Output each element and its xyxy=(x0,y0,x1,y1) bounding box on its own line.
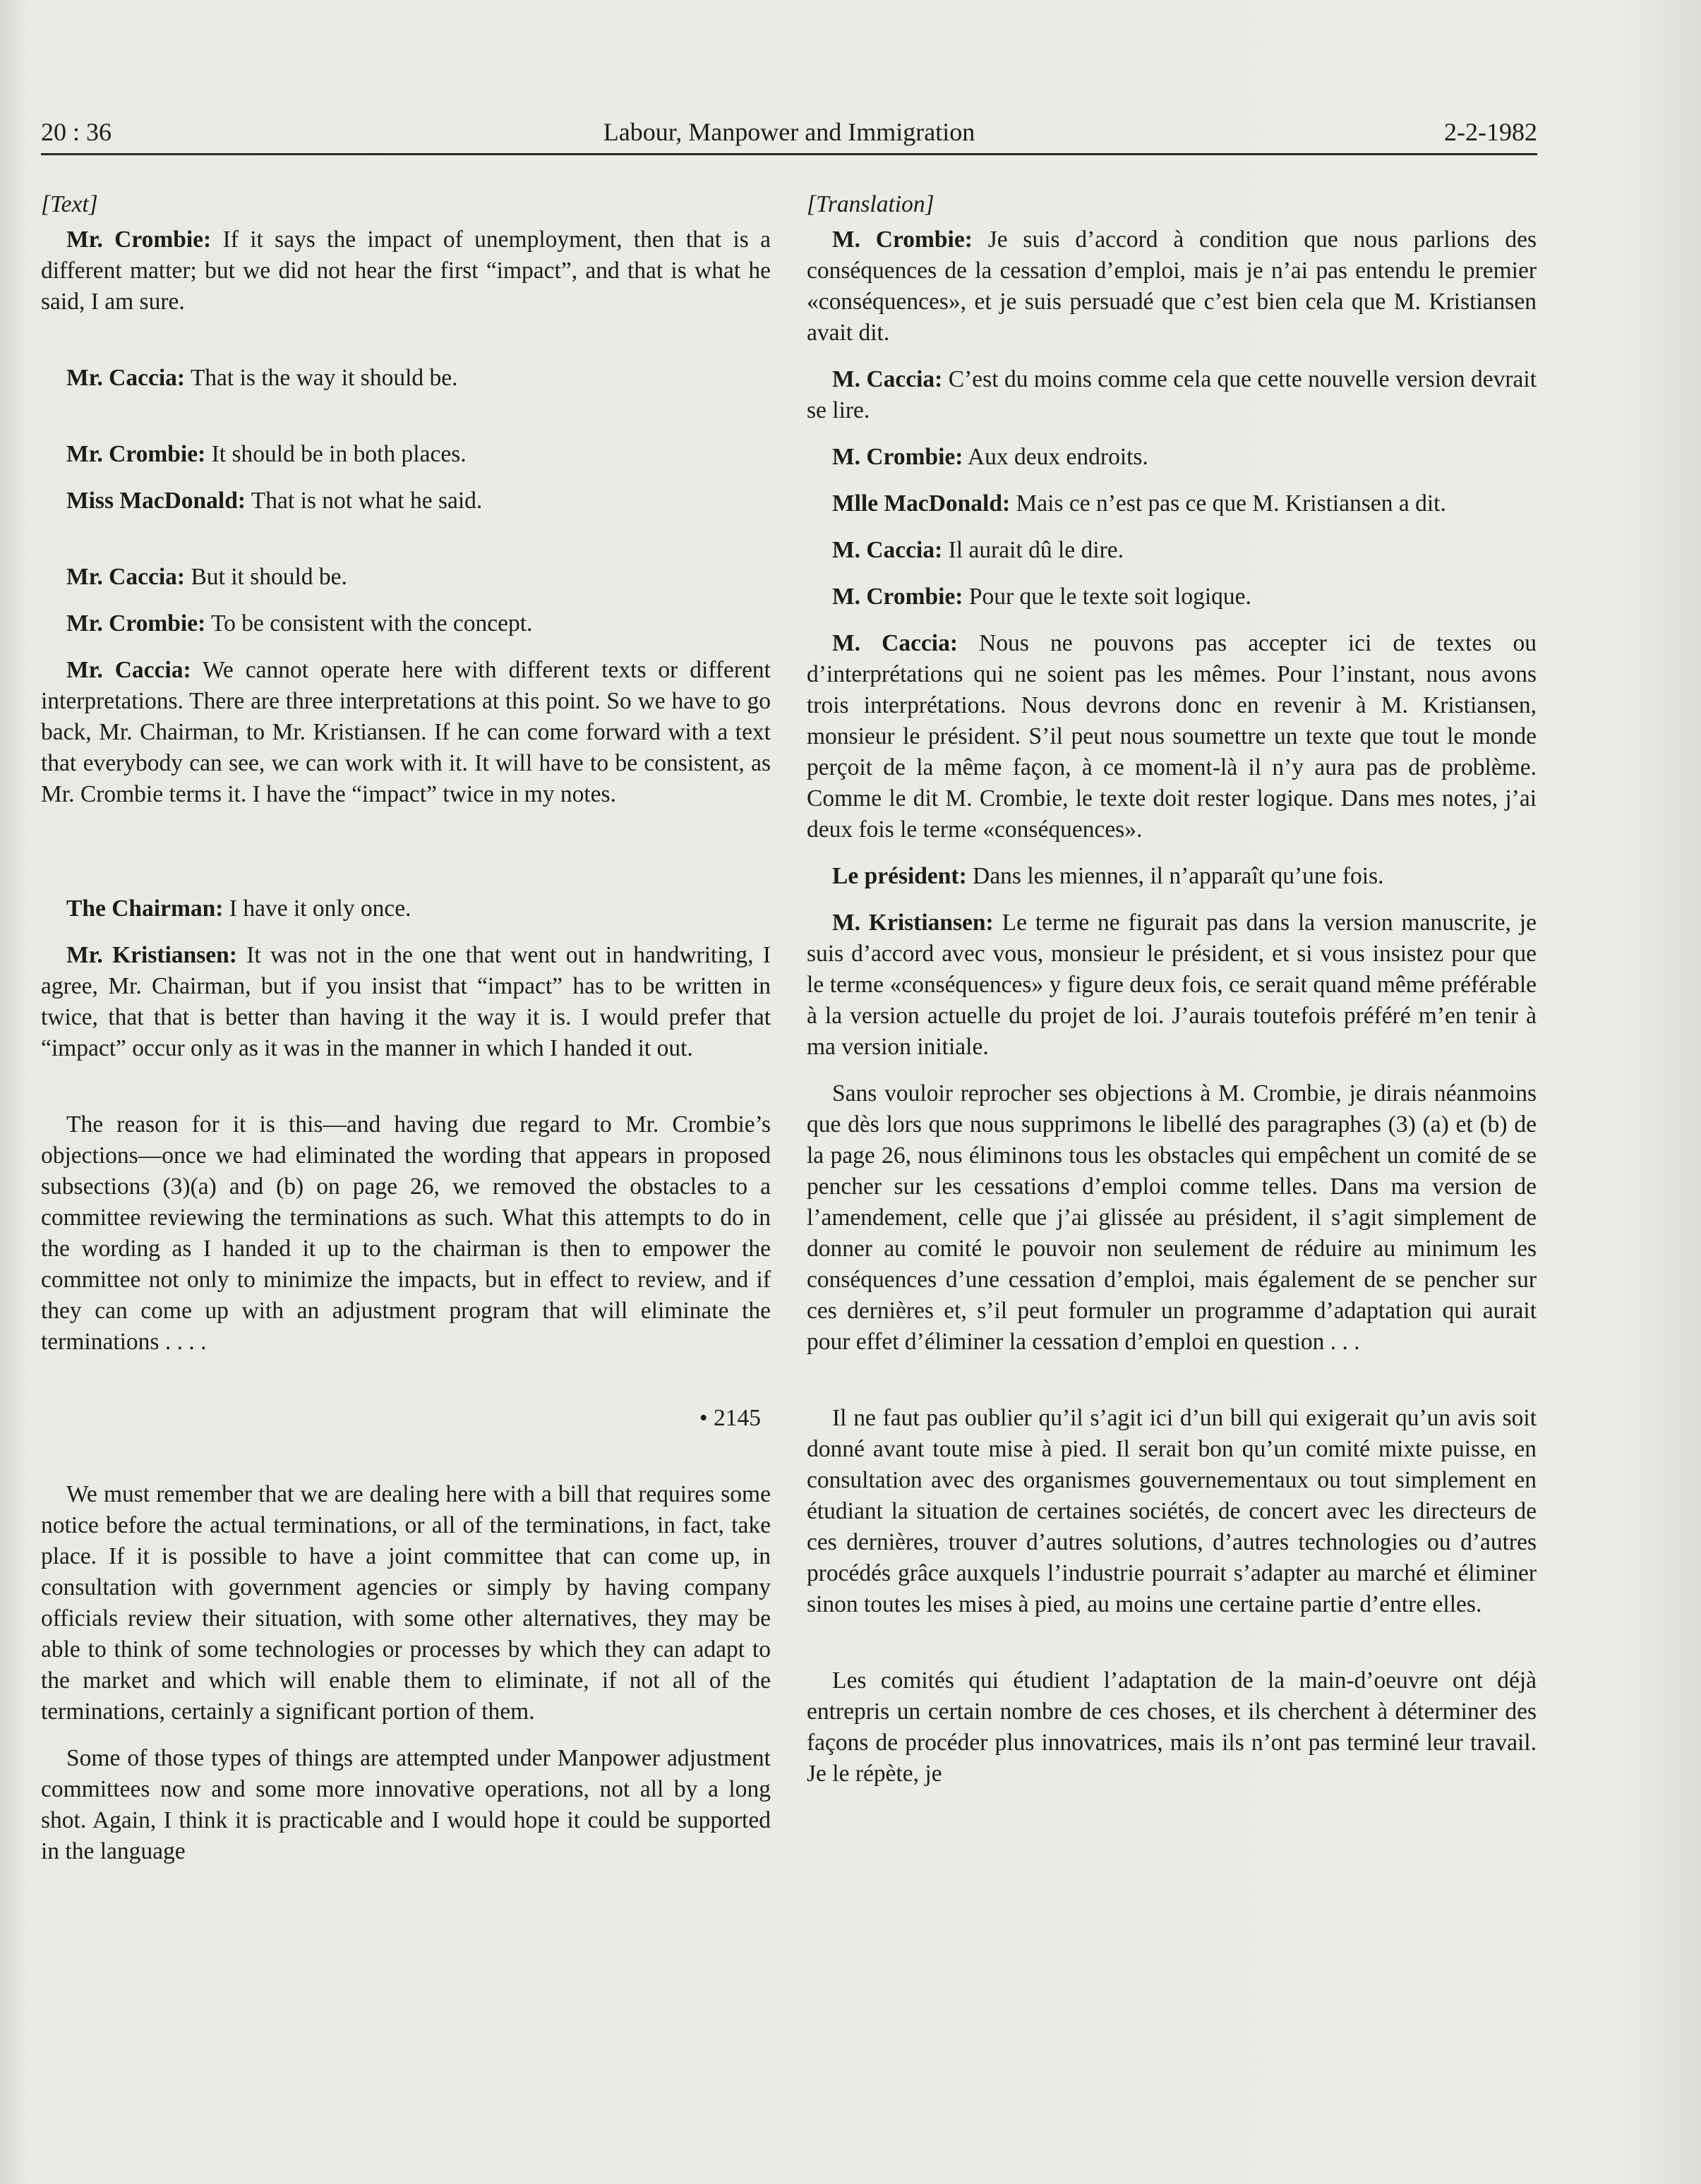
speech-text: I have it only once. xyxy=(223,895,411,922)
speaker-name: Mr. Caccia: xyxy=(66,657,191,683)
speech-text: To be consistent with the concept. xyxy=(205,610,533,637)
paragraph xyxy=(41,485,771,517)
speaker-name: M. Caccia: xyxy=(832,630,958,656)
speech-text: Aux deux endroits. xyxy=(963,444,1148,470)
speaker-name: Le président: xyxy=(832,863,967,889)
page-number: 20 : 36 xyxy=(41,118,112,146)
publication-title: Labour, Manpower and Immigration xyxy=(603,118,975,146)
speech-text: It was not in the one that went out in handwriting, I agree, Mr. Chairman, but if you insist that “impact” has to be written in twice, that that is better than having it the way it is. I would prefer that “impact” occur only as it was in the manner in which I handed it out. xyxy=(41,942,771,1061)
paragraph: Sans vouloir reprocher ses objections à M. Crombie, je dirais néanmoins que dès lors que nous supprimons le libellé des paragraphes (3) (a) et (b) de la page 26, nous éliminons tous les obstacles qui empêchent un comité de se pencher sur les cessations d’emploi comme telles. Dans ma version de l’amendement, celle que j’ai glissée au président, il s’agit simplement de donner au comité le pouvoir non seulement de réduire au minimum les conséquences d’une cessation d’emploi, mais également de se pencher sur ces dernières et, s’il peut formuler un programme d’adaptation qui aurait pour effet d’éliminer la cessation d’emploi en question . . . xyxy=(807,1080,1537,1355)
speaker-name: Mlle MacDonald: xyxy=(832,490,1011,517)
french-column xyxy=(807,189,1537,1790)
paragraph: The reason for it is this—and having due regard to Mr. Crombie’s objections—once we had eliminated the wording that appears in proposed subsections (3)(a) and (b) on page 26, we removed the obstacles to a committee reviewing the terminations as such. What this attempts to do in the wording as I handed it up to the chairman is then to empower the committee not only to minimize the impacts, but in effect to review, and if they can come up with an adjustment program that will eliminate the terminations . . . . xyxy=(41,1111,771,1355)
speaker-name: Mr. Crombie: xyxy=(66,441,206,467)
speech-text: C’est du moins comme cela que cette nouvelle version devrait se lire. xyxy=(807,366,1537,423)
paragraph xyxy=(807,907,1537,1063)
speech-text: But it should be. xyxy=(185,564,347,590)
paragraph xyxy=(807,442,1537,473)
column-heading: [Translation] xyxy=(807,191,934,217)
paragraph xyxy=(807,581,1537,613)
speech-text: Il aurait dû le dire. xyxy=(942,537,1124,563)
speaker-name: Mr. Crombie: xyxy=(66,227,212,253)
speech-text: We cannot operate here with different texts or different interpretations. There are three interpretations at this point. So we have to go back, Mr. Chairman, to Mr. Kristiansen. If he can come forward with a text that everybody can see, we can work with it. It will have to be consistent, as Mr. Crombie terms it. I have the “impact” twice in my notes. xyxy=(41,657,771,807)
speech-text: Je suis d’accord à condition que nous parlions des conséquences de la cessation d’emploi, mais je n’ai pas entendu le premier «conséquences», et je suis persuadé que c’est bien cela que M. Kristiansen avait dit. xyxy=(807,227,1537,346)
paragraph xyxy=(807,364,1537,426)
header-date: 2-2-1982 xyxy=(1444,118,1537,146)
paragraph: Some of those types of things are attempted under Manpower adjustment committees now and some more innovative operations, not all by a long shot. Again, I think it is practicable and I would hope it could be supported in the language xyxy=(41,1745,771,1864)
speech-text: Le terme ne figurait pas dans la version manuscrite, je suis d’accord avec vous, monsieur le président, et si vous insistez pour que le terme «conséquences» y figure deux fois, ce serait quand même préférable à la version actuelle du projet de loi. J’aurais toutefois préféré m’en tenir à ma version initiale. xyxy=(807,910,1537,1060)
speaker-name: Miss MacDonald: xyxy=(66,488,246,514)
speaker-name: Mr. Caccia: xyxy=(66,365,186,391)
speaker-name: Mr. Kristiansen: xyxy=(66,942,237,968)
speaker-name: M. Crombie: xyxy=(832,584,963,610)
paragraph: We must remember that we are dealing here with a bill that requires some notice before the actual terminations, or all of the terminations, in fact, take place. If it is possible to have a joint committee that can come up, in consultation with government agencies or simply by having company officials review their situation, with some other alternatives, they may be able to think of some technologies or processes by which they can adapt to the market and which will enable them to eliminate, if not all of the terminations, certainly a significant portion of them. xyxy=(41,1481,771,1725)
speaker-name: M. Caccia: xyxy=(832,537,943,563)
speaker-name: Mr. Crombie: xyxy=(66,610,206,637)
paragraph xyxy=(807,535,1537,566)
speech-text: Pour que le texte soit logique. xyxy=(963,584,1251,610)
paragraph xyxy=(41,562,771,593)
paragraph xyxy=(807,861,1537,892)
speech-text: That is the way it should be. xyxy=(185,365,458,391)
paragraph xyxy=(41,439,771,470)
paragraph: Il ne faut pas oublier qu’il s’agit ici d’un bill qui exigerait qu’un avis soit donné avant toute mise à pied. Il serait bon qu’un comité mixte puisse, en consultation avec des organismes gouvernementaux ou tout simplement en étudiant la situation de certaines sociétés, de concert avec les directeurs de ces dernières, trouver d’autres solutions, d’autres technologies ou d’autres procédés grâce auxquels l’industrie pourrait s’adapter au marché et éliminer sinon toutes les mises à pied, au moins une certaine partie d’entre elles. xyxy=(807,1405,1537,1617)
english-column xyxy=(41,189,771,1867)
speaker-name: Mr. Caccia: xyxy=(66,564,186,590)
header-rule xyxy=(41,153,1537,155)
paragraph xyxy=(41,655,771,810)
speech-text: That is not what he said. xyxy=(246,488,483,514)
speech-text: Dans les miennes, il n’apparaît qu’une fois. xyxy=(966,863,1384,889)
column-heading: [Text] xyxy=(41,191,98,217)
time-marker: • 2145 xyxy=(699,1405,761,1431)
paragraph xyxy=(41,608,771,639)
speech-text: Nous ne pouvons pas accepter ici de textes ou d’interprétations qui ne soient pas les mêmes. Pour l’instant, nous avons trois interprétations. Nous devrons donc en revenir à M. Kristiansen, monsieur le président. S’il peut nous soumettre un texte que tout le monde perçoit de la même façon, à ce moment-là il n’y aura pas de problème. Comme le dit M. Crombie, le texte doit rester logique. Dans mes notes, j’ai deux fois le terme «conséquences». xyxy=(807,630,1537,843)
speaker-name: M. Kristiansen: xyxy=(832,910,994,936)
speaker-name: The Chairman: xyxy=(66,895,224,922)
speech-text: If it says the impact of unemployment, then that is a different matter; but we did not hear the first “impact”, and that is what he said, I am sure. xyxy=(41,227,771,315)
paragraph xyxy=(807,488,1537,519)
speaker-name: M. Caccia: xyxy=(832,366,943,392)
speaker-name: M. Crombie: xyxy=(832,227,973,253)
paragraph: Les comités qui étudient l’adaptation de la main-d’oeuvre ont déjà entrepris un certain nombre de ces choses, et ils cherchent à déterminer des façons de procéder plus innovatrices, mais ils n’ont pas terminé leur travail. Je le répète, je xyxy=(807,1667,1537,1787)
speech-text: It should be in both places. xyxy=(205,441,467,467)
paragraph xyxy=(41,940,771,1064)
paragraph xyxy=(41,363,771,394)
paragraph xyxy=(41,893,771,924)
paragraph xyxy=(807,224,1537,349)
speaker-name: M. Crombie: xyxy=(832,444,963,470)
paragraph xyxy=(41,224,771,318)
paragraph xyxy=(807,628,1537,845)
speech-text: Mais ce n’est pas ce que M. Kristiansen a dit. xyxy=(1010,490,1446,517)
